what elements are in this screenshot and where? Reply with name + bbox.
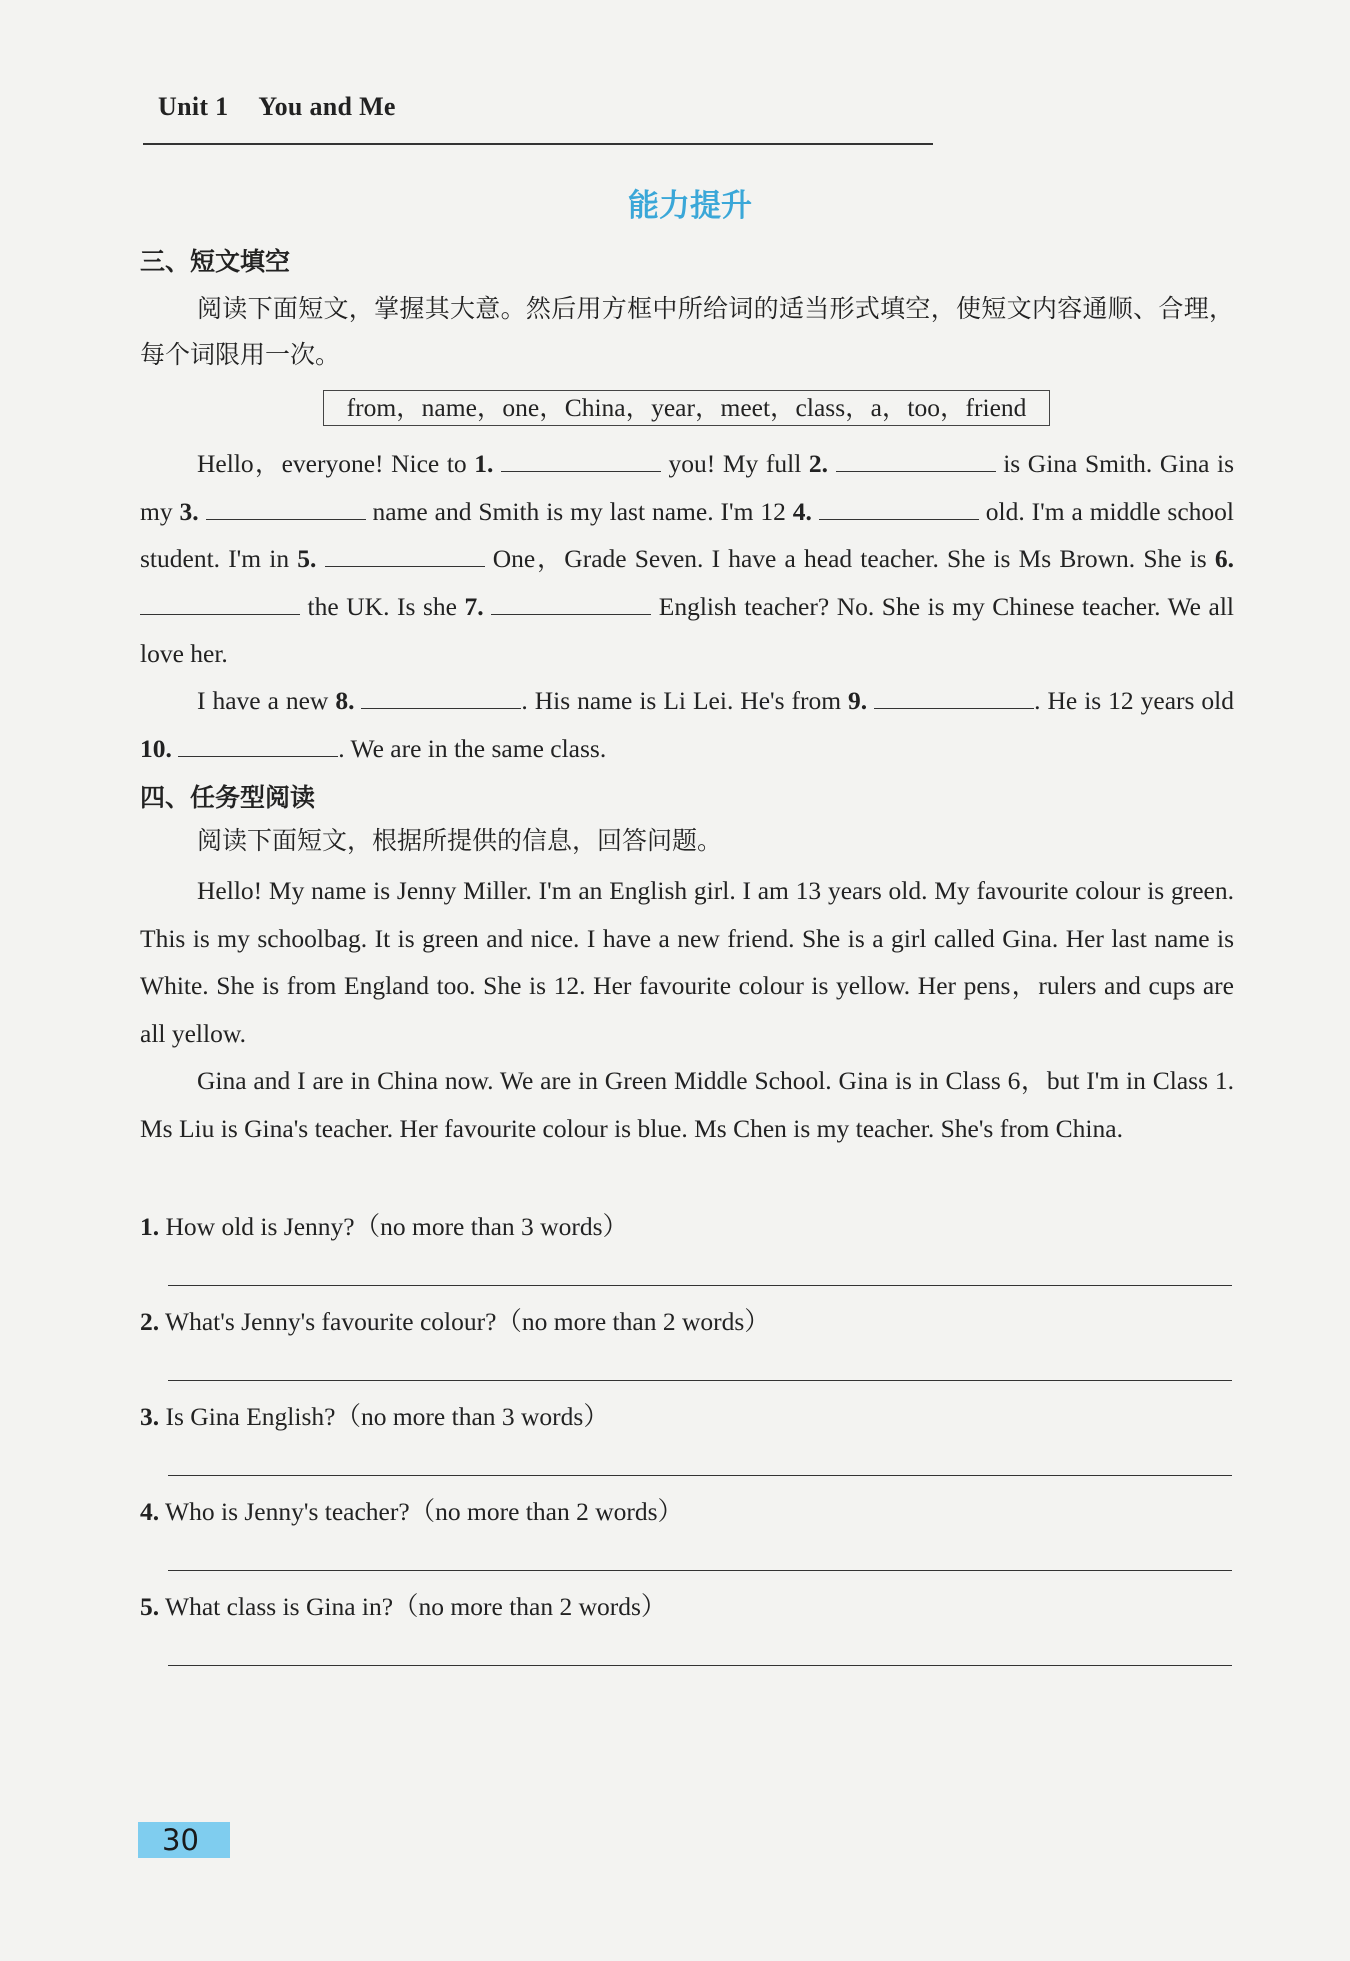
blank-number: 5.	[297, 544, 317, 573]
blank-number: 8.	[335, 686, 355, 715]
question-1	[140, 1207, 628, 1243]
question-text: Who is Jenny's teacher?（no more than 2 words）	[159, 1497, 684, 1526]
answer-line-5[interactable]	[168, 1665, 1232, 1666]
answer-line-3[interactable]	[168, 1475, 1232, 1476]
text-span: . His name is Li Lei. He's from	[521, 686, 849, 715]
question-number: 1.	[140, 1212, 160, 1241]
blank-number: 7.	[464, 591, 484, 621]
text-span: . He is 12 years old	[1034, 686, 1235, 715]
part3-instruction: 阅读下面短文，掌握其大意。然后用方框中所给词的适当形式填空，使短文内容通顺、合理，每个词限用一次。	[140, 294, 1234, 369]
question-3	[140, 1397, 609, 1433]
part4-heading: 四、任务型阅读	[140, 783, 316, 812]
page-number: 30	[138, 1822, 230, 1858]
text-span: Hello，everyone! Nice to	[197, 449, 475, 478]
blank-10[interactable]	[178, 730, 338, 757]
blank-1[interactable]	[501, 445, 661, 472]
word-box: from，name，one，China，year，meet，class，a，too，friend	[323, 390, 1050, 426]
text-span: One，Grade Seven. I have a head teacher. She is Ms Brown. She is	[484, 544, 1215, 573]
text-span: you! My full	[660, 449, 809, 478]
part4-paragraph-2: Gina and I are in China now. We are in Green Middle School. Gina is in Class 6，but I'm in Class 1. Ms Liu is Gina's teacher. Her favourite colour is blue. Ms Chen is my teacher. She's from China.	[140, 1066, 1234, 1143]
text-span: old. I'm a middle school student. I'm in	[140, 496, 1235, 573]
answer-line-2[interactable]	[168, 1380, 1232, 1381]
part4-instruction: 阅读下面短文，根据所提供的信息，回答问题。	[197, 826, 723, 855]
blank-6[interactable]	[140, 588, 300, 615]
blank-number: 2.	[808, 449, 829, 478]
blank-number: 4.	[792, 496, 812, 526]
question-4	[140, 1492, 683, 1528]
part3-paragraph-2	[140, 677, 1234, 772]
blank-3[interactable]	[206, 493, 366, 520]
part3-paragraph-1	[140, 440, 1234, 678]
section-title: 能力提升	[628, 188, 752, 224]
question-text: What's Jenny's favourite colour?（no more than 2 words）	[159, 1307, 770, 1336]
unit-header	[158, 92, 396, 122]
question-text: What class is Gina in?（no more than 2 words）	[159, 1592, 667, 1621]
question-number: 4.	[140, 1497, 160, 1526]
header-divider	[143, 143, 933, 145]
text-span: is Gina Smith. Gina is my	[140, 449, 1235, 526]
blank-9[interactable]	[874, 682, 1034, 709]
unit-title: You and Me	[258, 92, 396, 121]
text-span: English teacher? No. She is my Chinese teacher. We all love her.	[140, 591, 1235, 668]
unit-number: Unit 1	[158, 92, 229, 121]
text-span: name and Smith is my last name. I'm 12	[365, 496, 793, 526]
blank-5[interactable]	[325, 540, 485, 567]
question-number: 2.	[140, 1307, 160, 1336]
blank-number: 10.	[140, 733, 172, 763]
blank-8[interactable]	[361, 682, 521, 709]
blank-number: 6.	[1214, 544, 1235, 573]
answer-line-1[interactable]	[168, 1285, 1232, 1286]
blank-number: 3.	[179, 496, 199, 526]
answer-line-4[interactable]	[168, 1570, 1232, 1571]
text-span: the UK. Is she	[300, 591, 465, 621]
part4-paragraph-1: Hello! My name is Jenny Miller. I'm an English girl. I am 13 years old. My favourite colour is green. This is my schoolbag. It is green and nice. I have a new friend. She is a girl called Gina. Her last name is White. She is from England too. She is 12. Her favourite colour is yellow. Her pens，rulers and cups are all yellow.	[140, 876, 1234, 1048]
question-number: 5.	[140, 1592, 160, 1621]
blank-number: 1.	[474, 449, 494, 478]
question-2	[140, 1302, 770, 1338]
question-text: How old is Jenny?（no more than 3 words）	[159, 1212, 628, 1241]
blank-4[interactable]	[819, 493, 979, 520]
blank-2[interactable]	[836, 445, 996, 472]
blank-7[interactable]	[491, 588, 651, 615]
question-5	[140, 1587, 666, 1623]
text-span: . We are in the same class.	[338, 733, 607, 763]
blank-number: 9.	[848, 686, 868, 715]
text-span: I have a new	[197, 686, 336, 715]
part3-heading: 三、短文填空	[140, 247, 291, 276]
question-text: Is Gina English?（no more than 3 words）	[159, 1402, 609, 1431]
question-number: 3.	[140, 1402, 160, 1431]
